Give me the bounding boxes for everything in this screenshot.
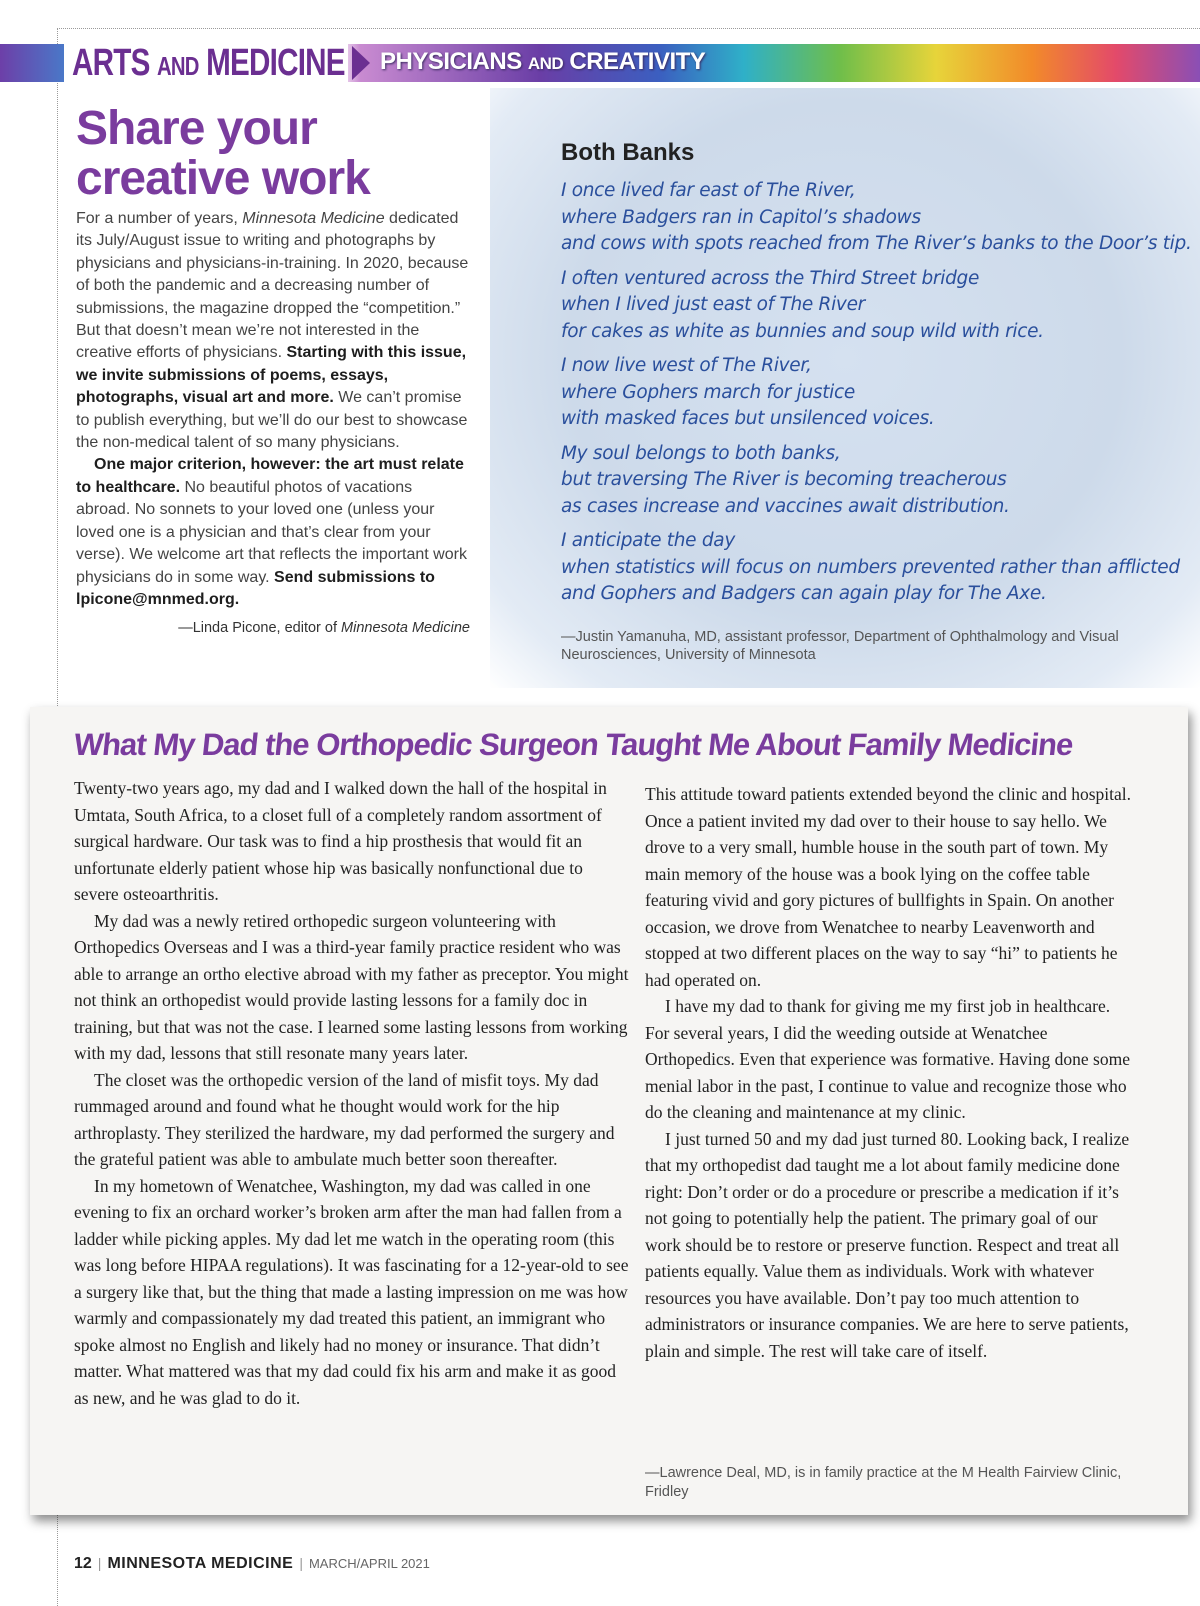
- share-paragraph: One major criterion, however: the art must relate to healthcare. No beautiful photos of vacations abroad. No sonnets to your loved one (unless your loved one is a physician and that’s clear from your verse). We welcome art that reflects the important work physicians do in some way. Send submissions to lpicone@mnmed.org.: [76, 456, 467, 608]
- poem-line: I anticipate the day: [561, 530, 735, 551]
- poem-line: My soul belongs to both banks,: [561, 442, 841, 464]
- poem-line: but traversing The River is becoming treacherous: [561, 469, 1007, 490]
- page-footer: 12 | MINNESOTA MEDICINE | MARCH/APRIL 2021: [74, 1555, 430, 1572]
- poem-stanza: [561, 178, 1192, 258]
- essay-paragraph: Twenty-two years ago, my dad and I walked down the hall of the hospital in Umtata, South Africa, to a closet full of a completely random assortment of surgical hardware. Our task was to find a hip prosthesis that would fit an unfortunate elderly patient whose hip was basically nonfunctional due to severe osteoarthritis.: [74, 778, 607, 904]
- banner-arrow-icon: [352, 46, 370, 80]
- poem-line: I now live west of The River,: [561, 355, 812, 376]
- page-number: 12: [74, 1555, 92, 1572]
- poem-line: for cakes as white as bunnies and soup wild with rice.: [561, 320, 1044, 342]
- essay-paragraph: I just turned 50 and my dad just turned 80. Looking back, I realize that my orthopedist dad taught me a lot about family medicine done right: Don’t order or do a procedure or prescribe a medication if it’s not going to potentially help the patient. The primary goal of our work should be to restore or preserve function. Respect and treat all patients equally. Value them as individuals. Work with whatever resources you have available. Don’t pay too much attention to administrators or insurance companies. We are here to serve patients, plain and simple. The rest will take care of itself.: [645, 1128, 1130, 1361]
- section-banner: [0, 44, 1200, 82]
- footer-magazine: MINNESOTA MEDICINE: [107, 1555, 294, 1572]
- share-signature: —Linda Picone, editor of Minnesota Medicine: [178, 620, 470, 636]
- poem-line: as cases increase and vaccines await distribution.: [561, 495, 1010, 517]
- essay-paragraph: I have my dad to thank for giving me my first job in healthcare. For several years, I did the weeding outside at Wenatchee Orthopedics. Even that experience was formative. Having done some menial labor in the past, I continue to value and recognize those who do the cleaning and maintenance at my clinic.: [645, 996, 1130, 1122]
- poem-line: with masked faces but unsilenced voices.: [561, 408, 935, 429]
- essay-column-right: [645, 781, 1135, 1364]
- share-heading: Share your creative work: [76, 102, 370, 205]
- poem-line: I once lived far east of The River,: [561, 180, 856, 201]
- essay-paragraph: The closet was the orthopedic version of the land of misfit toys. My dad rummaged around and found what he thought would work for the hip arthroplasty. They sterilized the hardware, my dad performed the surgery and the grateful patient was able to ambulate much better soon thereafter.: [74, 1069, 615, 1169]
- poem-title: Both Banks: [561, 139, 695, 166]
- top-dotted-rule: [57, 28, 1200, 29]
- essay-title: What My Dad the Orthopedic Surgeon Taught Me About Family Medicine: [72, 727, 1075, 762]
- share-body: [76, 208, 470, 611]
- essay-signature: —Lawrence Deal, MD, is in family practice at the M Health Fairview Clinic, Fridley: [645, 1465, 1122, 1500]
- poem-stanza: [561, 441, 1181, 521]
- poem-stanza: [561, 266, 1181, 346]
- section-title: ARTS AND MEDICINE: [72, 42, 345, 84]
- essay-paragraph: In my hometown of Wenatchee, Washington, my dad was called in one evening to fix an orchard worker’s broken arm after the man had fallen from a ladder while picking apples. My dad let me watch in the operating room (this was long before HIPAA regulations). It was fascinating for a 12-year-old to see a surgery like that, but the thing that made a lasting impression on me was how warmly and compassionately my dad treated this patient, an immigrant who spoke almost no English and likely had no money or insurance. That didn’t matter. What mattered was that my dad could fix his arm and make it as good as new, and he was glad to do it.: [74, 1175, 629, 1408]
- footer-date: MARCH/APRIL 2021: [308, 1556, 430, 1571]
- poem-line: and Gophers and Badgers can again play for The Axe.: [561, 583, 1047, 604]
- subsection-title: PHYSICIANS AND CREATIVITY: [380, 48, 706, 75]
- poem-stanza: [561, 528, 1181, 608]
- poem-signature: —Justin Yamanuha, MD, assistant professor, Department of Ophthalmology and Visual Neurosciences, University of Minnesota: [561, 629, 1119, 663]
- poem-line: when statistics will focus on numbers prevented rather than afflicted: [561, 556, 1180, 578]
- essay-paragraph: This attitude toward patients extended beyond the clinic and hospital. Once a patient invited my dad over to their house to say hello. We drove to a very small, humble house in the south part of town. My main memory of the house was a book lying on the coffee table featuring vivid and gory pictures of bullfights in Spain. On another occasion, we drove from Wenatchee to nearby Leavenworth and stopped at two different places on the way to say “hi” to patients he had operated on.: [645, 784, 1131, 990]
- poem-text: [561, 178, 1192, 616]
- essay-paragraph: My dad was a newly retired orthopedic surgeon volunteering with Orthopedics Overseas and I was a third-year family practice resident who was able to arrange an ortho elective abroad with my father as preceptor. You might not think an orthopedist would provide lasting lessons for a family doc in training, but that was not the case. I learned some lasting lessons from working with my dad, lessons that still resonate many years later.: [74, 910, 629, 1063]
- poem-line: where Badgers ran in Capitol’s shadows: [561, 206, 921, 228]
- poem-line: where Gophers march for justice: [561, 381, 855, 403]
- share-paragraph: For a number of years, Minnesota Medicine dedicated its July/August issue to writing and photographs by physicians and physicians-in-training. In 2020, because of both the pandemic and a decreasing number of submissions, the magazine dropped the “competition.” But that doesn’t mean we’re not interested in the creative efforts of physicians. Starting with this issue, we invite submissions of poems, essays, photographs, visual art and more. We can’t promise to publish everything, but we’ll do our best to showcase the non-medical talent of so many physicians.: [76, 210, 469, 452]
- poem-line: when I lived just east of The River: [561, 294, 865, 315]
- essay-column-left: [74, 775, 629, 1411]
- banner-color-swatch: [0, 44, 64, 82]
- poem-stanza: [561, 353, 1181, 433]
- poem-line: I often ventured across the Third Street bridge: [561, 267, 980, 289]
- poem-line: and cows with spots reached from The River’s banks to the Door’s tip.: [561, 233, 1192, 254]
